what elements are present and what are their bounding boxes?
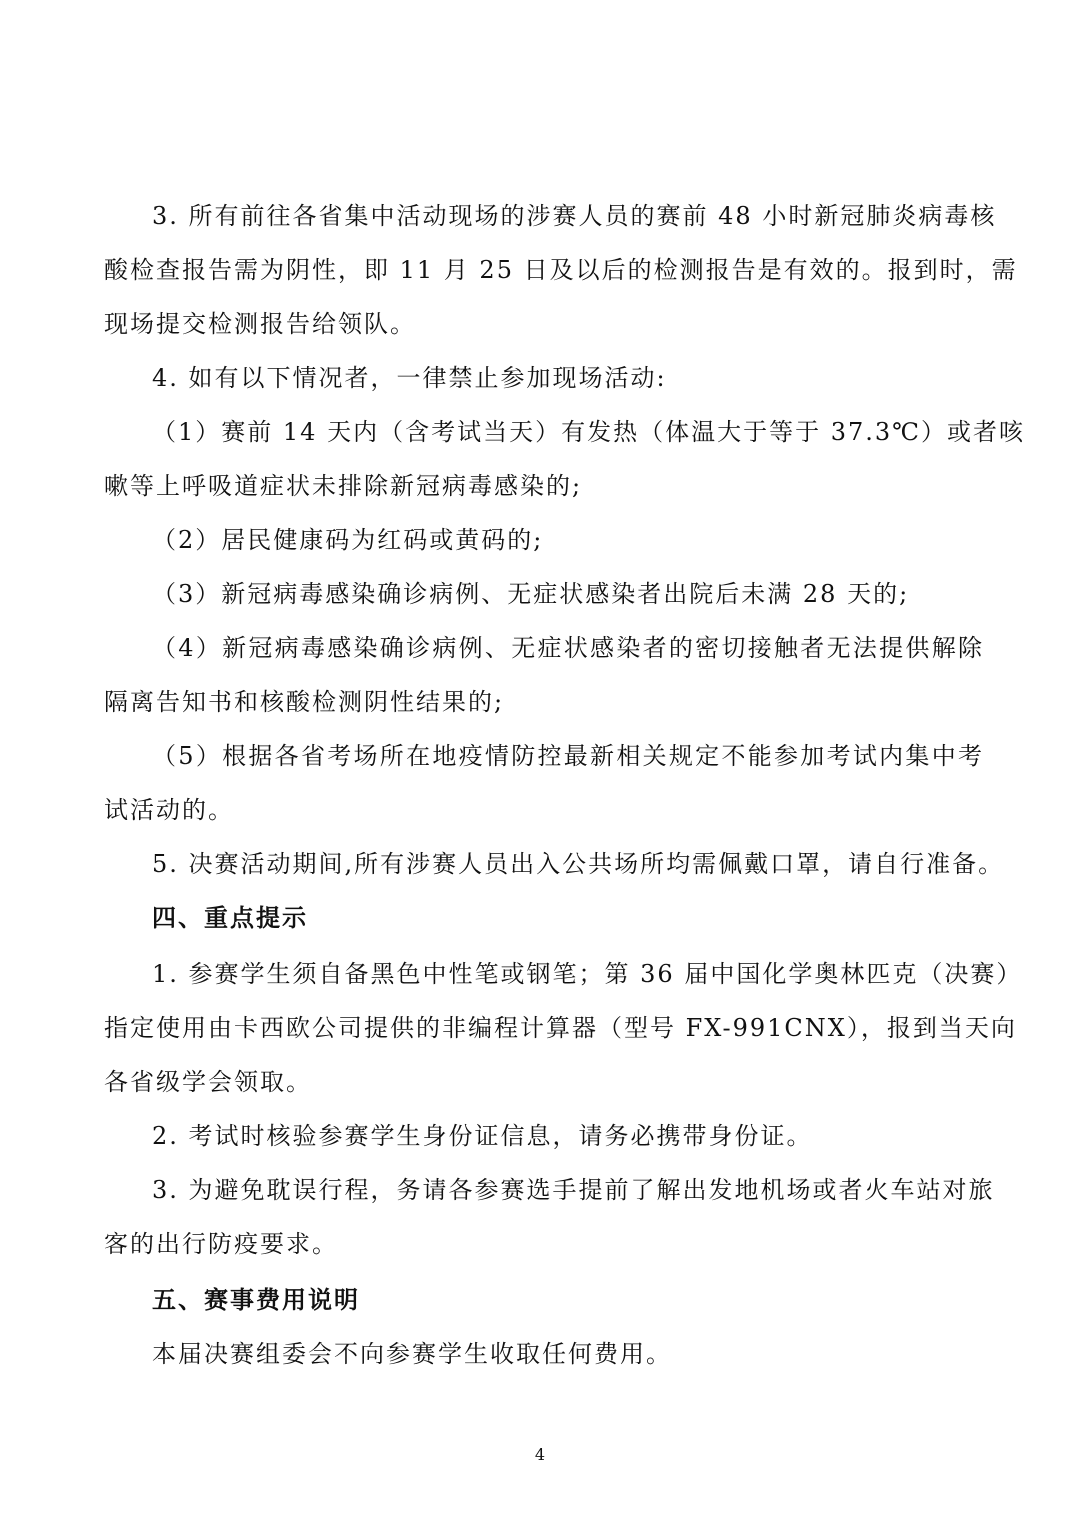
tip-3-line-2: 客的出行防疫要求。 xyxy=(104,1230,338,1258)
item-3: （3）新冠病毒感染确诊病例、无症状感染者出院后未满 28 天的; xyxy=(152,580,910,608)
item-1-line-1: （1）赛前 14 天内（含考试当天）有发热（体温大于等于 37.3℃）或者咳 xyxy=(152,418,1025,446)
section-heading-4: 四、重点提示 xyxy=(152,904,308,932)
tip-2: 2. 考试时核验参赛学生身份证信息，请务必携带身份证。 xyxy=(152,1122,813,1150)
tip-1-line-2: 指定使用由卡西欧公司提供的非编程计算器（型号 FX-991CNX），报到当天向 xyxy=(104,1014,1017,1042)
item-5-line-1: （5）根据各省考场所在地疫情防控最新相关规定不能参加考试内集中考 xyxy=(152,742,984,770)
item-2: （2）居民健康码为红码或黄码的; xyxy=(152,526,544,554)
paragraph-4: 4. 如有以下情况者，一律禁止参加现场活动: xyxy=(152,364,667,392)
item-5-line-2: 试活动的。 xyxy=(104,796,234,824)
section-heading-5: 五、赛事费用说明 xyxy=(152,1286,360,1314)
paragraph-3-line-2: 酸检查报告需为阴性，即 11 月 25 日及以后的检测报告是有效的。报到时，需 xyxy=(104,256,1018,284)
item-4-line-1: （4）新冠病毒感染确诊病例、无症状感染者的密切接触者无法提供解除 xyxy=(152,634,984,662)
paragraph-3-line-1: 3. 所有前往各省集中活动现场的涉赛人员的赛前 48 小时新冠肺炎病毒核 xyxy=(152,202,997,230)
item-1-line-2: 嗽等上呼吸道症状未排除新冠病毒感染的; xyxy=(104,472,583,500)
paragraph-5: 5. 决赛活动期间,所有涉赛人员出入公共场所均需佩戴口罩，请自行准备。 xyxy=(152,850,1005,878)
tip-3-line-1: 3. 为避免耽误行程，务请各参赛选手提前了解出发地机场或者火车站对旅 xyxy=(152,1176,995,1204)
tip-1-line-1: 1. 参赛学生须自备黑色中性笔或钢笔；第 36 届中国化学奥林匹克（决赛） xyxy=(152,960,1023,988)
fee-statement: 本届决赛组委会不向参赛学生收取任何费用。 xyxy=(152,1340,672,1368)
page-number: 4 xyxy=(534,1445,546,1464)
tip-1-line-3: 各省级学会领取。 xyxy=(104,1068,312,1096)
item-4-line-2: 隔离告知书和核酸检测阴性结果的; xyxy=(104,688,505,716)
paragraph-3-line-3: 现场提交检测报告给领队。 xyxy=(104,310,416,338)
